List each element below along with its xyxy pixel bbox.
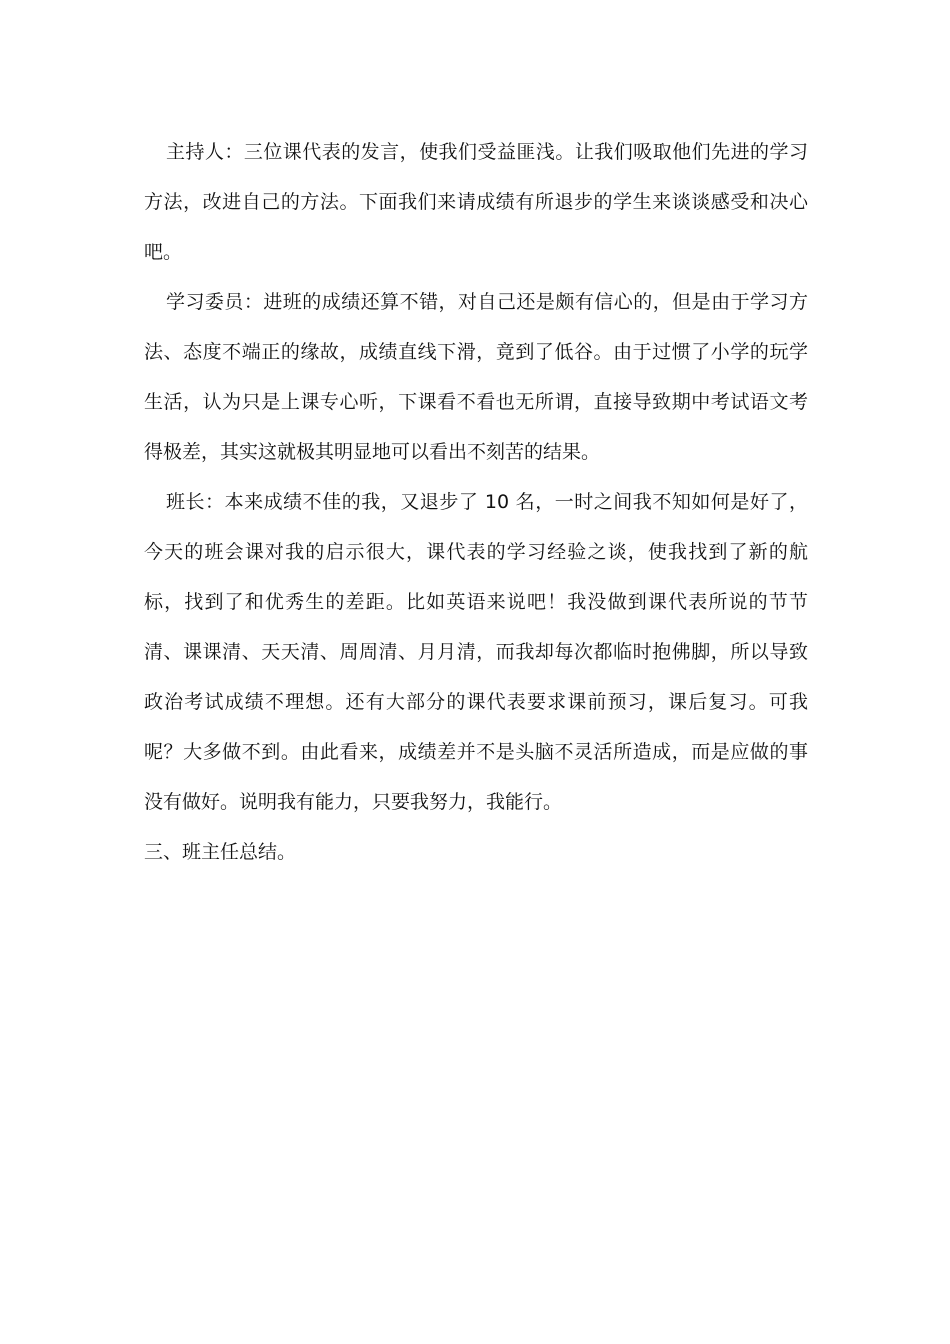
paragraph-class-monitor: 班长：本来成绩不佳的我，又退步了 10 名，一时之间我不知如何是好了，今天的班会课对我的启示很大，课代表的学习经验之谈，使我找到了新的航标，找到了和优秀生的差距。比如英语来说吧！我没做到课代表所说的节节清、课课清、天天清、周周清、月月清，而我却每次都临时抱佛脚，所以导致政治考试成绩不理想。还有大部分的课代表要求课前预习，课后复习。可我呢？大多做不到。由此看来，成绩差并不是头脑不灵活所造成，而是应做的事没有做好。说明我有能力，只要我努力，我能行。 (144, 491, 808, 813)
document-body (144, 127, 808, 877)
section-heading: 三、班主任总结。 (144, 841, 297, 863)
paragraph-study-committee: 学习委员：进班的成绩还算不错，对自己还是颇有信心的，但是由于学习方法、态度不端正的缘故，成绩直线下滑，竟到了低谷。由于过惯了小学的玩学生活，认为只是上课专心听，下课看不看也无所谓，直接导致期中考试语文考得极差，其实这就极其明显地可以看出不刻苦的结果。 (144, 291, 808, 463)
paragraph-host: 主持人：三位课代表的发言，使我们受益匪浅。让我们吸取他们先进的学习方法，改进自己的方法。下面我们来请成绩有所退步的学生来谈谈感受和决心吧。 (144, 141, 808, 263)
